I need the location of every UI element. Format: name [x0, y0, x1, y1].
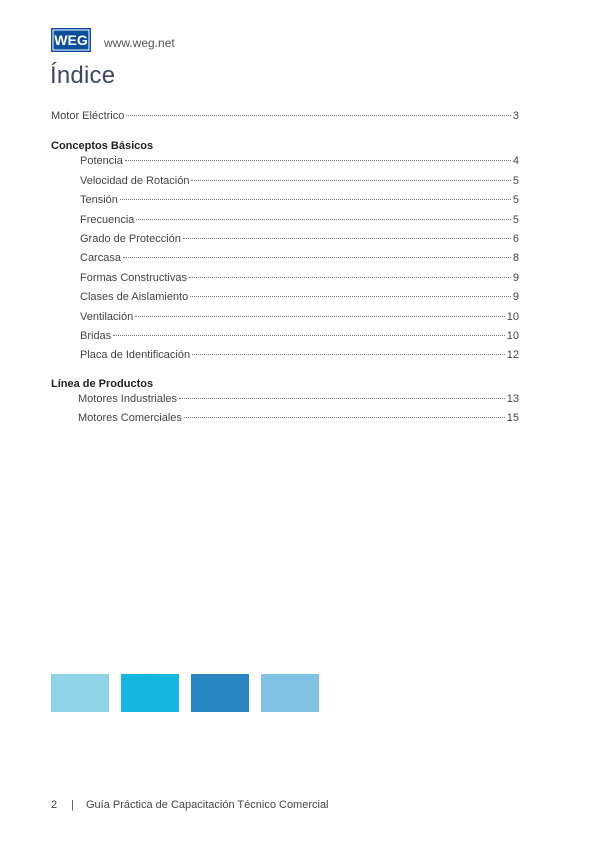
toc-entry-label: Velocidad de Rotación	[80, 174, 190, 187]
toc-entry-frecuencia[interactable]	[51, 214, 519, 233]
toc-entry-label: Ventilación	[80, 310, 134, 323]
toc-entry-placa-identificacion[interactable]	[51, 349, 519, 368]
toc-entry-page: 6	[512, 232, 519, 245]
color-swatch	[191, 674, 249, 712]
toc-entry-ventilacion[interactable]	[51, 311, 519, 330]
toc-leader-dots	[135, 316, 505, 317]
toc-leader-dots	[179, 398, 505, 399]
toc-entry-page: 5	[512, 213, 519, 226]
toc-entry-velocidad[interactable]	[51, 175, 519, 194]
toc-entry-page: 5	[512, 194, 519, 207]
toc-entry-label: Bridas	[80, 329, 112, 342]
color-swatch	[121, 674, 179, 712]
toc-entry-clases-aislamiento[interactable]	[51, 291, 519, 310]
toc-leader-dots	[192, 354, 505, 355]
toc-entry-carcasa[interactable]	[51, 252, 519, 271]
toc-entry-label: Motores Comerciales	[78, 412, 182, 425]
page-number: 2	[51, 799, 58, 811]
toc-entry-label: Motores Industriales	[78, 392, 178, 405]
toc-section-heading-conceptos: Conceptos Básicos	[51, 140, 154, 153]
color-swatch	[51, 674, 109, 712]
toc-entry-page: 3	[512, 110, 519, 122]
toc-entry-label: Frecuencia	[80, 213, 135, 226]
toc-leader-dots	[125, 160, 511, 161]
page-footer	[51, 799, 329, 811]
toc-leader-dots	[126, 115, 511, 116]
toc-entry-label: Carcasa	[80, 252, 121, 265]
toc-entry-label: Grado de Protección	[80, 232, 181, 245]
toc-entry-grado-proteccion[interactable]	[51, 233, 519, 252]
toc-leader-dots	[136, 219, 510, 220]
toc-entry-motor-electrico[interactable]	[51, 110, 519, 129]
document-title: Guía Práctica de Capacitación Técnico Comercial	[85, 799, 329, 811]
toc-entry-motores-industriales[interactable]	[51, 393, 519, 412]
toc-entry-label: Motor Eléctrico	[51, 110, 125, 122]
toc-entry-label: Potencia	[80, 155, 123, 168]
toc-leader-dots	[113, 335, 505, 336]
toc-leader-dots	[184, 417, 505, 418]
toc-entry-bridas[interactable]	[51, 330, 519, 349]
toc-leader-dots	[191, 180, 510, 181]
color-swatches	[51, 674, 331, 712]
toc-entry-motores-comerciales[interactable]	[51, 412, 519, 431]
toc-entry-page: 4	[512, 155, 519, 168]
table-of-contents	[51, 110, 519, 431]
toc-leader-dots	[123, 257, 511, 258]
color-swatch	[261, 674, 319, 712]
footer-separator: |	[71, 799, 74, 811]
toc-entry-formas-constructivas[interactable]	[51, 272, 519, 291]
toc-entry-tension[interactable]	[51, 194, 519, 213]
page-title: Índice	[50, 62, 116, 89]
toc-entry-page: 13	[506, 392, 519, 405]
toc-entry-page: 10	[506, 329, 519, 342]
logo-text: WEG	[54, 32, 88, 48]
toc-entry-label: Placa de Identificación	[80, 349, 191, 362]
toc-leader-dots	[189, 277, 511, 278]
toc-entry-page: 5	[512, 174, 519, 187]
weg-logo	[51, 28, 91, 52]
toc-leader-dots	[183, 238, 511, 239]
toc-leader-dots	[120, 199, 511, 200]
website-link[interactable]: www.weg.net	[104, 36, 175, 50]
toc-entry-page: 9	[512, 271, 519, 284]
toc-entry-label: Clases de Aislamiento	[80, 291, 189, 304]
page-header	[51, 28, 175, 52]
toc-entry-page: 8	[512, 252, 519, 265]
toc-entry-label: Tensión	[80, 194, 118, 207]
toc-entry-page: 10	[506, 310, 519, 323]
toc-section-heading-linea-productos: Línea de Productos	[51, 377, 154, 390]
toc-entry-label: Formas Constructivas	[80, 271, 187, 284]
toc-entry-potencia[interactable]	[51, 155, 519, 174]
toc-entry-page: 9	[512, 291, 519, 304]
toc-leader-dots	[190, 296, 511, 297]
toc-entry-page: 15	[506, 412, 519, 425]
toc-entry-page: 12	[506, 349, 519, 362]
